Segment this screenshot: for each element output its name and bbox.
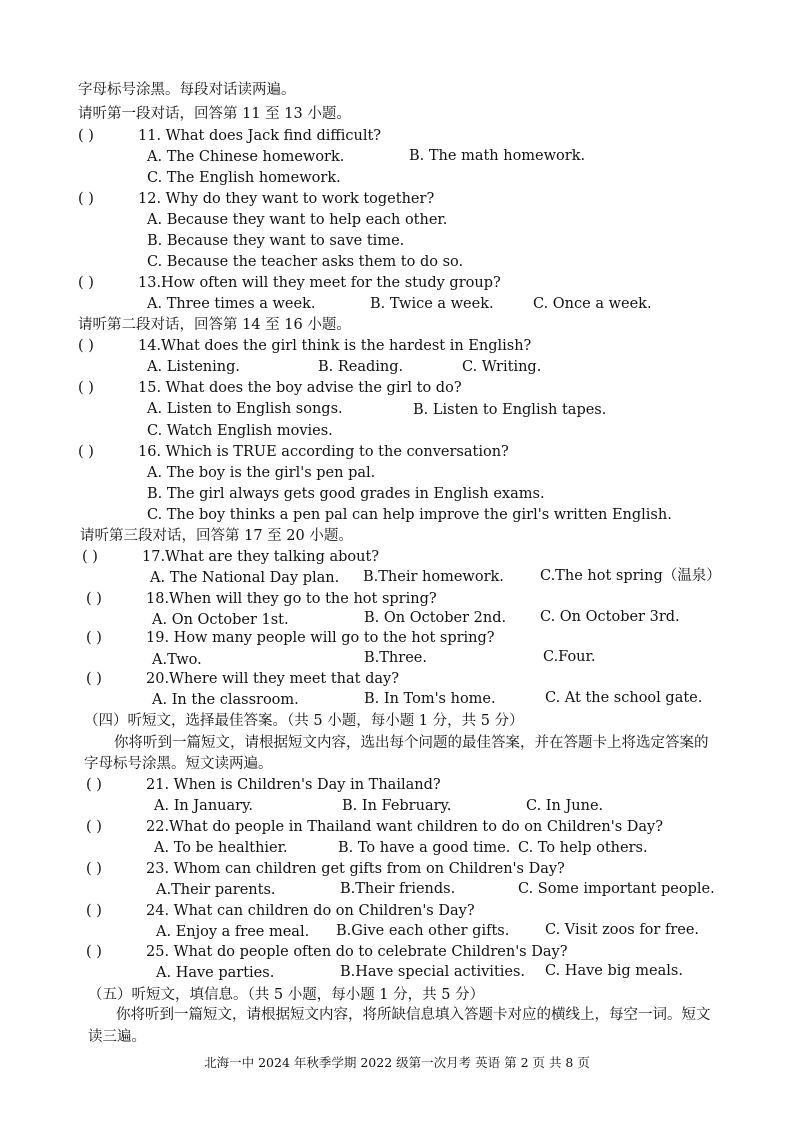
q24-option-b: B.Give each other gifts. (336, 923, 510, 939)
q11-option-a: A. The Chinese homework. (147, 149, 345, 165)
q15-option-c: C. Watch English movies. (147, 423, 333, 439)
q11-option-b: B. The math homework. (409, 148, 586, 164)
q14-option-a: A. Listening. (147, 359, 241, 375)
question-14 (78, 336, 531, 357)
question-text: 20.Where will they meet that day? (146, 671, 399, 687)
q23-option-a: A.Their parents. (156, 882, 276, 898)
section-3-heading: 请听第三段对话，回答第 17 至 20 小题。 (80, 528, 353, 544)
answer-blank: ( ) (86, 671, 102, 687)
q20-option-b: B. In Tom's home. (364, 691, 496, 707)
section-1-heading: 请听第一段对话，回答第 11 至 13 小题。 (78, 106, 351, 122)
answer-blank: ( ) (78, 128, 94, 144)
q14-option-b: B. Reading. (318, 359, 404, 375)
q19-option-b: B.Three. (364, 650, 427, 666)
q15-option-a: A. Listen to English songs. (147, 401, 343, 417)
part-4-title: （四）听短文，选择最佳答案。（共 5 小题，每小题 1 分，共 5 分） (84, 713, 524, 729)
q16-option-a: A. The boy is the girl's pen pal. (147, 465, 376, 481)
question-text: 15. What does the boy advise the girl to do? (138, 380, 462, 396)
q15-option-b: B. Listen to English tapes. (413, 402, 607, 418)
q12-option-c: C. Because the teacher asks them to do so. (147, 254, 464, 270)
q22-option-a: A. To be healthier. (154, 840, 288, 856)
q20-option-a: A. In the classroom. (152, 692, 299, 708)
q22-option-c: C. To help others. (518, 840, 648, 856)
q17-option-a: A. The National Day plan. (150, 570, 340, 586)
question-text: 24. What can children do on Children's Day? (146, 903, 475, 919)
q25-option-c: C. Have big meals. (545, 963, 683, 979)
part-5-instructions-1: 你将听到一篇短文，请根据短文内容，将所缺信息填入答题卡对应的横线上，每空一词。短文 (116, 1007, 711, 1023)
q24-option-a: A. Enjoy a free meal. (156, 924, 310, 940)
question-text: 16. Which is TRUE according to the conversation? (138, 444, 509, 460)
q21-option-b: B. In February. (342, 798, 452, 814)
question-17 (82, 547, 379, 568)
q21-option-a: A. In January. (154, 798, 253, 814)
answer-blank: ( ) (78, 191, 94, 207)
question-text: 23. Whom can children get gifts from on Children's Day? (146, 861, 565, 877)
q13-option-a: A. Three times a week. (147, 296, 316, 312)
answer-blank: ( ) (78, 275, 94, 291)
question-text: 19. How many people will go to the hot spring? (146, 630, 495, 646)
q18-option-b: B. On October 2nd. (364, 610, 507, 626)
question-text: 25. What do people often do to celebrate Children's Day? (146, 944, 568, 960)
answer-blank: ( ) (78, 338, 94, 354)
q16-option-c: C. The boy thinks a pen pal can help improve the girl's written English. (147, 507, 672, 523)
q17-option-c: C.The hot spring（温泉） (540, 568, 721, 584)
q19-option-a: A.Two. (152, 652, 202, 668)
question-21 (86, 775, 441, 796)
answer-blank: ( ) (82, 549, 98, 565)
question-text: 17.What are they talking about? (142, 549, 380, 565)
answer-blank: ( ) (86, 591, 102, 607)
q24-option-c: C. Visit zoos for free. (545, 922, 700, 938)
part-5-title: （五）听短文，填信息。（共 5 小题，每小题 1 分，共 5 分） (88, 987, 485, 1003)
question-16 (78, 442, 509, 463)
q25-option-b: B.Have special activities. (340, 964, 526, 980)
q13-option-c: C. Once a week. (533, 296, 652, 312)
answer-blank: ( ) (86, 777, 102, 793)
question-13 (78, 273, 501, 294)
q22-option-b: B. To have a good time. (338, 840, 511, 856)
question-22 (86, 817, 663, 838)
answer-blank: ( ) (86, 944, 102, 960)
section-2-heading: 请听第二段对话，回答第 14 至 16 小题。 (78, 317, 351, 333)
q14-option-c: C. Writing. (462, 359, 542, 375)
answer-blank: ( ) (86, 903, 102, 919)
question-text: 21. When is Children's Day in Thailand? (146, 777, 441, 793)
q17-option-b: B.Their homework. (363, 569, 504, 585)
question-text: 11. What does Jack find difficult? (138, 128, 382, 144)
q23-option-c: C. Some important people. (518, 881, 715, 897)
q20-option-c: C. At the school gate. (545, 690, 703, 706)
question-25 (86, 942, 567, 963)
answer-blank: ( ) (86, 819, 102, 835)
question-12 (78, 189, 434, 210)
answer-blank: ( ) (78, 380, 94, 396)
q21-option-c: C. In June. (526, 798, 604, 814)
page-footer: 北海一中 2024 年秋季学期 2022 级第一次月考 英语 第 2 页 共 8 页 (204, 1055, 590, 1070)
question-19 (86, 628, 495, 649)
q11-option-c: C. The English homework. (147, 170, 341, 186)
q12-option-a: A. Because they want to help each other. (147, 212, 448, 228)
question-20 (86, 669, 399, 690)
q16-option-b: B. The girl always gets good grades in English exams. (147, 486, 545, 502)
q13-option-b: B. Twice a week. (370, 296, 494, 312)
question-text: 14.What does the girl think is the hardest in English? (138, 338, 532, 354)
q12-option-b: B. Because they want to save time. (147, 233, 405, 249)
intro-text: 字母标号涂黑。每段对话读两遍。 (78, 82, 296, 98)
answer-blank: ( ) (78, 444, 94, 460)
question-text: 18.When will they go to the hot spring? (146, 591, 437, 607)
q18-option-a: A. On October 1st. (152, 612, 289, 628)
q19-option-c: C.Four. (543, 649, 596, 665)
question-text: 12. Why do they want to work together? (138, 191, 435, 207)
question-18 (86, 589, 437, 610)
question-text: 13.How often will they meet for the study group? (138, 275, 501, 291)
question-11 (78, 126, 381, 147)
part-4-instructions-1: 你将听到一篇短文，请根据短文内容，选出每个问题的最佳答案，并在答题卡上将选定答案的 (114, 735, 709, 751)
answer-blank: ( ) (86, 861, 102, 877)
part-5-instructions-2: 读三遍。 (88, 1029, 146, 1045)
question-23 (86, 859, 565, 880)
question-24 (86, 901, 475, 922)
question-text: 22.What do people in Thailand want children to do on Children's Day? (146, 819, 663, 835)
answer-blank: ( ) (86, 630, 102, 646)
q23-option-b: B.Their friends. (340, 881, 456, 897)
q25-option-a: A. Have parties. (156, 965, 275, 981)
q18-option-c: C. On October 3rd. (540, 609, 680, 625)
question-15 (78, 378, 462, 399)
part-4-instructions-2: 字母标号涂黑。短文读两遍。 (84, 756, 273, 772)
